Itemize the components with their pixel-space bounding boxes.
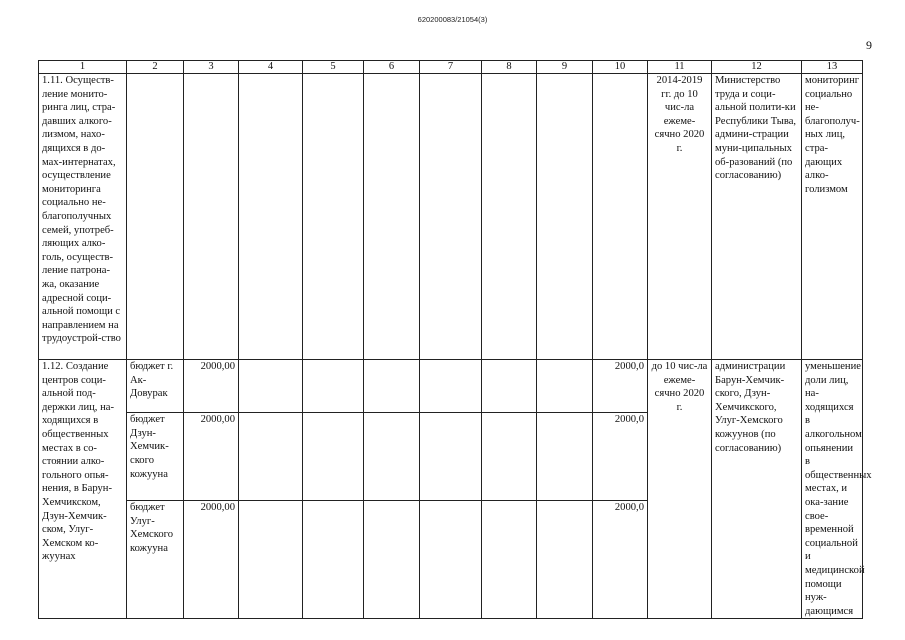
total-cell: 2000,0 (593, 413, 648, 501)
period-cell: 2014-2019 гг. до 10 чис-ла ежеме-сячно 2020 г. (648, 74, 712, 360)
column-header: 6 (364, 61, 420, 74)
column-header: 7 (420, 61, 482, 74)
column-header: 10 (593, 61, 648, 74)
column-header: 11 (648, 61, 712, 74)
column-header: 1 (39, 61, 127, 74)
column-header: 8 (482, 61, 537, 74)
table-row (39, 74, 863, 360)
total-cell: 2000,0 (593, 360, 648, 413)
column-header: 4 (239, 61, 303, 74)
activity-cell: 1.11. Осуществ-ление монито-ринга лиц, стра-давших алкого-лизмом, нахо-дящихся в до-мах-интернатах, осуществление мониторинга социально не-благополучных семей, употреб-ляющих алко-голь, осуществ-ление патрона-жа, оказание адресной соци-альной помощи с направлением на трудоустрой-ство (39, 74, 127, 360)
amount-cell: 2000,00 (184, 360, 239, 413)
amount-cell: 2000,00 (184, 500, 239, 618)
period-cell: до 10 чис-ла ежеме-сячно 2020 г. (648, 360, 712, 619)
column-header: 12 (712, 61, 802, 74)
column-header: 5 (303, 61, 364, 74)
table-row (39, 360, 863, 413)
executor-cell: администрации Барун-Хемчик-ского, Дзун-Хемчикского, Улуг-Хемского кожуунов (по согласованию) (712, 360, 802, 619)
page-number: 9 (866, 38, 872, 52)
amount-cell: 2000,00 (184, 413, 239, 501)
total-cell: 2000,0 (593, 500, 648, 618)
column-header: 9 (537, 61, 593, 74)
column-header: 2 (127, 61, 184, 74)
executor-cell: Министерство труда и соци-альной полити-ки Республики Тыва, админи-страции муни-ципальных об-разований (по согласованию) (712, 74, 802, 360)
column-header: 13 (802, 61, 863, 74)
document-id: 620200083/21054(3) (417, 15, 488, 24)
program-table (38, 60, 872, 619)
column-header: 3 (184, 61, 239, 74)
result-cell: мониторинг социально не-благополуч-ных лиц, стра-дающих алко-голизмом (802, 74, 863, 360)
header-row (39, 61, 863, 74)
funding-source-cell: бюджет Улуг-Хемского кожууна (127, 500, 184, 618)
activity-cell: 1.12. Создание центров соци-альной под-держки лиц, на-ходящихся в общественных местах в со-стоянии алко-гольного опья-нения, в Барун-Хемчикском, Дзун-Хемчик-ском, Улуг-Хемском ко-жуунах (39, 360, 127, 619)
result-cell: уменьшение доли лиц, на-ходящихся в алкогольном опьянении в общественных местах, и ока-зание свое-временной социальной и медицинской помощи нуж-дающимся (802, 360, 863, 619)
funding-source-cell: бюджет г. Ак-Довурак (127, 360, 184, 413)
funding-source-cell: бюджет Дзун-Хемчик-ского кожууна (127, 413, 184, 501)
